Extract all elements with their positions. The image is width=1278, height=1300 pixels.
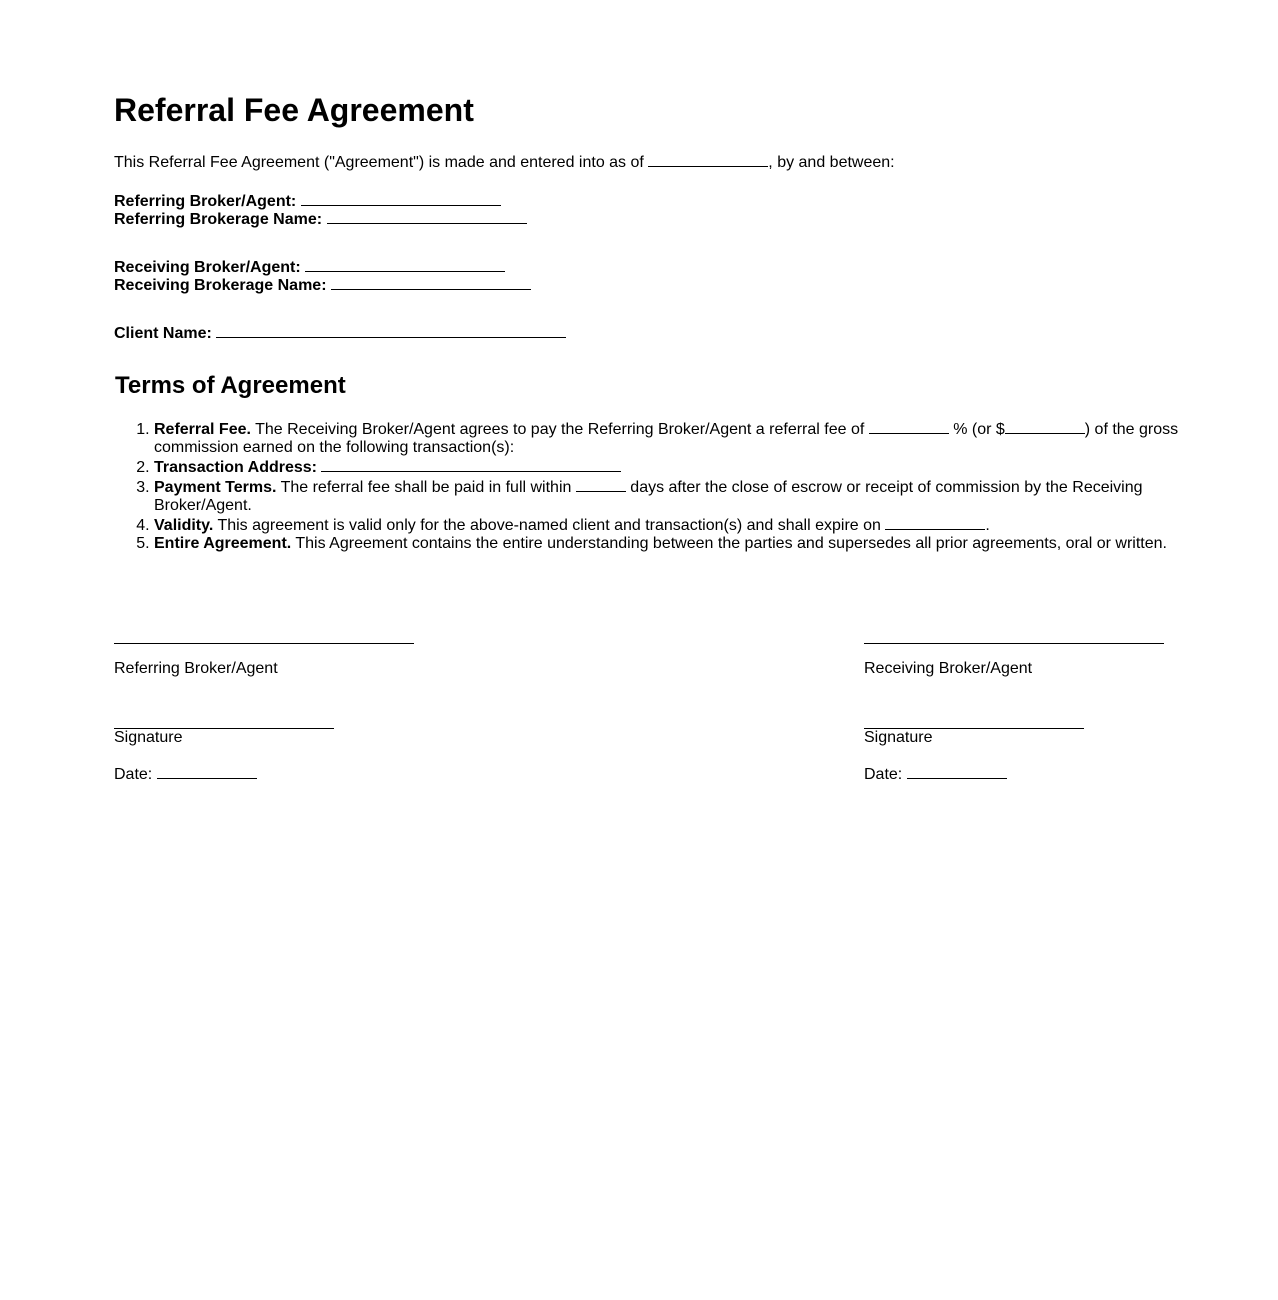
receiving-brokerage-label: Receiving Brokerage Name: bbox=[114, 277, 327, 294]
intro-paragraph bbox=[114, 152, 895, 173]
referral-amount-blank[interactable] bbox=[1005, 419, 1085, 434]
term-label: Entire Agreement. bbox=[154, 535, 292, 552]
intro-text-before: This Referral Fee Agreement ("Agreement") is made and entered into as of bbox=[114, 154, 649, 171]
referring-brokerage-blank[interactable] bbox=[327, 209, 527, 224]
receiving-date-blank[interactable] bbox=[907, 764, 1007, 779]
expiration-date-blank[interactable] bbox=[885, 515, 985, 530]
referring-party-label: Referring Broker/Agent bbox=[114, 660, 278, 677]
client-name-field bbox=[114, 323, 566, 343]
receiving-name-line[interactable] bbox=[864, 643, 1164, 644]
referring-date-blank[interactable] bbox=[157, 764, 257, 779]
term-label: Referral Fee. bbox=[154, 421, 251, 438]
term-text: The referral fee shall be paid in full within bbox=[276, 479, 576, 496]
term-label: Payment Terms. bbox=[154, 479, 277, 496]
payment-days-blank[interactable] bbox=[576, 477, 626, 492]
agreement-date-blank[interactable] bbox=[648, 152, 768, 167]
referring-name-line[interactable] bbox=[114, 643, 414, 644]
referring-signature-label: Signature bbox=[114, 729, 183, 746]
term-label: Transaction Address: bbox=[154, 459, 318, 476]
receiving-agent-blank[interactable] bbox=[305, 257, 505, 272]
term-text: . bbox=[985, 517, 990, 534]
referring-agent-field bbox=[114, 191, 501, 211]
receiving-party-label: Receiving Broker/Agent bbox=[864, 660, 1033, 677]
document-title: Referral Fee Agreement bbox=[114, 92, 474, 128]
referring-agent-label: Referring Broker/Agent: bbox=[114, 193, 297, 210]
terms-heading: Terms of Agreement bbox=[115, 372, 346, 399]
referring-brokerage-label: Referring Brokerage Name: bbox=[114, 211, 323, 228]
receiving-agent-field bbox=[114, 257, 505, 277]
receiving-brokerage-blank[interactable] bbox=[331, 275, 531, 290]
term-transaction-address bbox=[154, 457, 1194, 477]
receiving-signature-label: Signature bbox=[864, 729, 933, 746]
referring-brokerage-field bbox=[114, 209, 527, 229]
term-label: Validity. bbox=[154, 517, 214, 534]
term-payment-terms bbox=[154, 477, 1194, 515]
term-text: This Agreement contains the entire understanding between the parties and supersedes all prior agreements, oral or written. bbox=[291, 535, 1167, 552]
term-referral-fee bbox=[154, 419, 1194, 457]
term-text: The Receiving Broker/Agent agrees to pay the Referring Broker/Agent a referral fee of bbox=[250, 421, 869, 438]
referring-agent-blank[interactable] bbox=[301, 191, 501, 206]
referral-percent-blank[interactable] bbox=[869, 419, 949, 434]
date-label: Date: bbox=[864, 766, 903, 783]
client-name-blank[interactable] bbox=[216, 323, 566, 338]
term-text: % (or $ bbox=[948, 421, 1005, 438]
term-validity bbox=[154, 515, 1194, 535]
term-text: ) of the gross commission earned on the following transaction(s): bbox=[154, 421, 1179, 456]
client-name-label: Client Name: bbox=[114, 325, 212, 342]
transaction-address-blank[interactable] bbox=[321, 457, 621, 472]
intro-text-after: , by and between: bbox=[768, 154, 895, 171]
terms-list bbox=[114, 419, 1194, 553]
term-entire-agreement bbox=[154, 535, 1194, 553]
date-label: Date: bbox=[114, 766, 153, 783]
term-text: days after the close of escrow or receipt of commission by the Receiving Broker/Agent. bbox=[154, 479, 1143, 514]
receiving-date-field bbox=[864, 764, 1007, 785]
receiving-brokerage-field bbox=[114, 275, 531, 295]
receiving-agent-label: Receiving Broker/Agent: bbox=[114, 259, 301, 276]
term-text: This agreement is valid only for the above-named client and transaction(s) and shall expire on bbox=[213, 517, 886, 534]
referring-date-field bbox=[114, 764, 257, 785]
